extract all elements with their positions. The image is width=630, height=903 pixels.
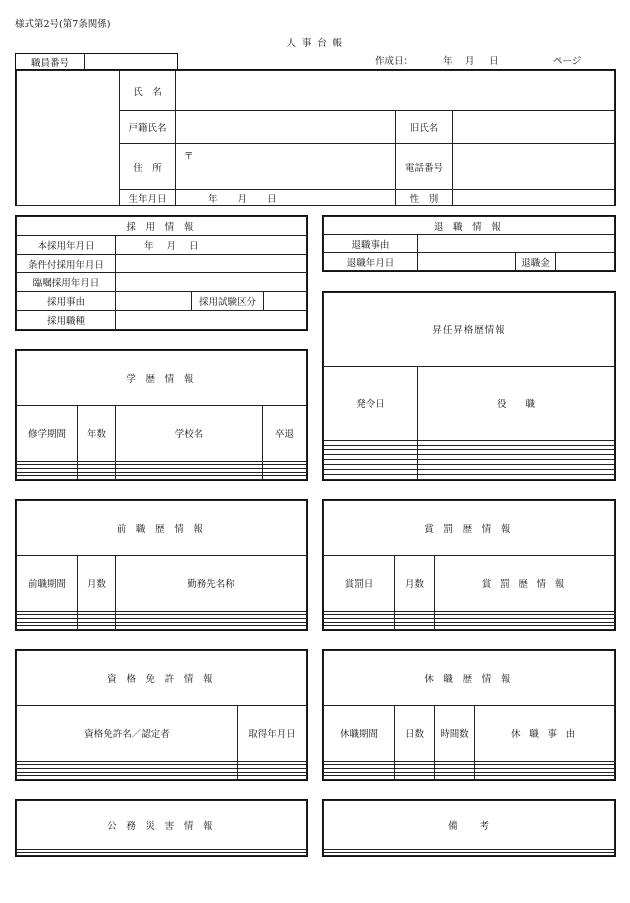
hiring-row-label: 本採用年月日 bbox=[17, 235, 116, 254]
promotion-col-date: 発令日 bbox=[324, 366, 418, 440]
leave-title: 休 職 歴 情 報 bbox=[324, 651, 615, 706]
hire-year: 年 bbox=[144, 240, 154, 252]
staff-number-field[interactable] bbox=[85, 54, 178, 70]
award-punishment-block bbox=[322, 499, 616, 631]
license-col-date: 取得年月日 bbox=[238, 706, 307, 761]
birth-label: 生年月日 bbox=[120, 190, 176, 206]
retire-title: 退 職 情 報 bbox=[324, 217, 615, 235]
personal-info-block bbox=[15, 69, 616, 206]
hiring-row-label: 採用事由 bbox=[17, 292, 116, 311]
name-label: 氏 名 bbox=[120, 71, 176, 111]
previous-job-block bbox=[15, 499, 308, 631]
previous-job-title: 前 職 歴 情 報 bbox=[17, 501, 307, 556]
hiring-row-label: 採用職種 bbox=[17, 311, 116, 330]
promotion-col-position: 役 職 bbox=[418, 366, 615, 440]
award-col-detail: 賞 罰 歴 情 報 bbox=[435, 556, 615, 611]
retire-date-label: 退職年月日 bbox=[324, 253, 418, 271]
remarks-block bbox=[322, 799, 616, 857]
education-col-years: 年数 bbox=[78, 406, 116, 461]
family-name-field[interactable] bbox=[176, 111, 396, 144]
license-block bbox=[15, 649, 308, 781]
table-row bbox=[17, 626, 307, 630]
staff-number-label: 職員番号 bbox=[16, 54, 85, 70]
promotion-title: 昇任昇格歴情報 bbox=[324, 293, 615, 367]
exam-type-label: 採用試験区分 bbox=[192, 292, 264, 311]
hiring-info-block bbox=[15, 215, 308, 331]
phone-label: 電話番号 bbox=[396, 144, 453, 190]
leave-col-period: 休職期間 bbox=[324, 706, 395, 761]
education-block bbox=[15, 349, 308, 481]
created-day: 日 bbox=[489, 56, 499, 67]
retire-date-field[interactable] bbox=[418, 253, 516, 271]
family-name-label: 戸籍氏名 bbox=[120, 111, 176, 144]
work-accident-block bbox=[15, 799, 308, 857]
retire-reason-label: 退職事由 bbox=[324, 235, 418, 253]
address-label: 住 所 bbox=[120, 144, 176, 190]
staff-number-box bbox=[15, 53, 178, 70]
table-row bbox=[17, 476, 307, 480]
photo-area bbox=[17, 71, 120, 206]
hiring-title: 採 用 情 報 bbox=[17, 217, 307, 236]
job-type-field[interactable] bbox=[116, 311, 307, 330]
retire-pay-label: 退職金 bbox=[516, 253, 556, 271]
name-field[interactable] bbox=[176, 71, 615, 111]
license-title: 資 格 免 許 情 報 bbox=[17, 651, 307, 706]
hire-reason-field[interactable] bbox=[116, 292, 192, 311]
old-name-label: 旧氏名 bbox=[396, 111, 453, 144]
page-title: 人 事 台 帳 bbox=[286, 38, 344, 49]
birth-year: 年 bbox=[208, 193, 218, 205]
award-title: 賞 罰 歴 情 報 bbox=[324, 501, 615, 556]
form-number: 様式第2号(第7条関係) bbox=[15, 19, 111, 30]
leave-col-hours: 時間数 bbox=[435, 706, 475, 761]
birth-month: 月 bbox=[237, 193, 248, 205]
education-col-period: 修学期間 bbox=[17, 406, 78, 461]
postal-mark: 〒 bbox=[184, 151, 194, 162]
hire-month: 月 bbox=[166, 240, 177, 252]
exam-type-field[interactable] bbox=[264, 292, 307, 311]
hiring-row-label: 条件付採用年月日 bbox=[17, 254, 116, 273]
sex-label: 性 別 bbox=[396, 190, 453, 206]
award-col-date: 賞罰日 bbox=[324, 556, 395, 611]
created-date-label: 作成日： bbox=[375, 56, 414, 67]
leave-history-block bbox=[322, 649, 616, 781]
retire-info-block bbox=[322, 215, 616, 272]
created-month: 月 bbox=[465, 56, 475, 67]
old-name-field[interactable] bbox=[453, 111, 615, 144]
table-row bbox=[324, 852, 615, 855]
retire-pay-field[interactable] bbox=[556, 253, 615, 271]
hiring-row-label: 臨嘱採用年月日 bbox=[17, 273, 116, 292]
award-col-months: 月数 bbox=[395, 556, 435, 611]
temp-hire-field[interactable] bbox=[116, 273, 307, 292]
education-col-status: 卒退 bbox=[263, 406, 307, 461]
accident-title: 公 務 災 害 情 報 bbox=[17, 801, 307, 850]
remarks-title: 備 考 bbox=[324, 801, 615, 850]
birth-field[interactable] bbox=[176, 190, 396, 206]
previous-job-col-period: 前職期間 bbox=[17, 556, 78, 611]
sex-field[interactable] bbox=[453, 190, 615, 206]
hire-day: 日 bbox=[189, 240, 199, 252]
hire-date-field[interactable] bbox=[116, 235, 307, 254]
table-row bbox=[17, 852, 307, 855]
previous-job-col-months: 月数 bbox=[78, 556, 116, 611]
education-col-school: 学校名 bbox=[116, 406, 263, 461]
license-col-name: 資格免許名／認定者 bbox=[17, 706, 238, 761]
table-row bbox=[324, 474, 615, 479]
table-row bbox=[324, 626, 615, 630]
retire-reason-field[interactable] bbox=[418, 235, 615, 253]
leave-col-reason: 休 職 事 由 bbox=[475, 706, 615, 761]
page-label: ページ bbox=[553, 56, 582, 67]
address-field[interactable] bbox=[176, 144, 396, 190]
promotion-history-block bbox=[322, 291, 616, 481]
conditional-hire-field[interactable] bbox=[116, 254, 307, 273]
education-title: 学 歴 情 報 bbox=[17, 351, 307, 406]
table-row bbox=[17, 776, 307, 780]
table-row bbox=[324, 776, 615, 780]
birth-day: 日 bbox=[267, 193, 277, 205]
previous-job-col-employer: 勤務先名称 bbox=[116, 556, 307, 611]
leave-col-days: 日数 bbox=[395, 706, 435, 761]
created-year: 年 bbox=[443, 56, 453, 67]
phone-field[interactable] bbox=[453, 144, 615, 190]
